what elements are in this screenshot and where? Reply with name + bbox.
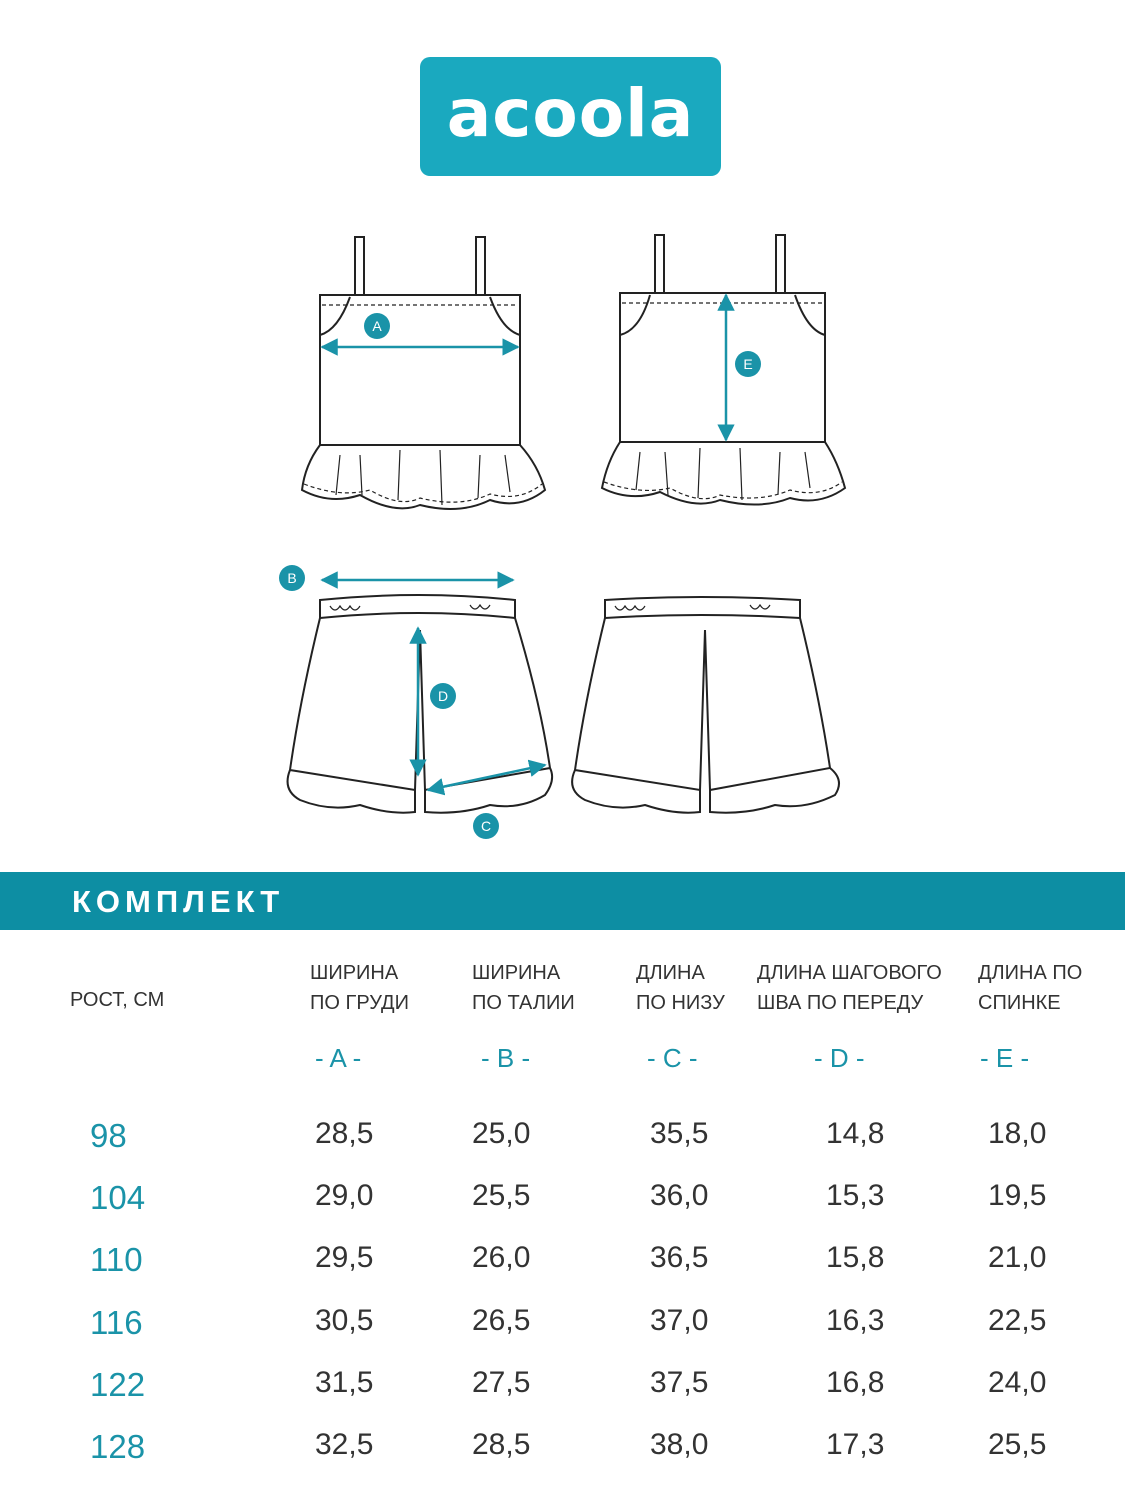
cell-a: 32,5 xyxy=(315,1428,374,1461)
column-code-a: - A - xyxy=(315,1043,362,1073)
cell-e: 21,0 xyxy=(988,1241,1047,1274)
top-back-sketch xyxy=(602,235,845,505)
column-header-line: ДЛИНА xyxy=(636,962,705,984)
cell-d: 16,8 xyxy=(826,1366,885,1399)
cell-e: 25,5 xyxy=(988,1428,1047,1461)
cell-c: 35,5 xyxy=(650,1117,709,1150)
svg-text:D: D xyxy=(437,688,449,704)
cell-c: 36,5 xyxy=(650,1241,709,1274)
column-header-line: ШВА ПО ПЕРЕДУ xyxy=(757,992,924,1014)
cell-b: 25,0 xyxy=(472,1117,531,1150)
column-header-line: ДЛИНА ПО xyxy=(978,962,1083,984)
label-d-badge xyxy=(430,683,456,709)
column-header-e xyxy=(978,958,1082,1018)
cell-b: 25,5 xyxy=(472,1179,531,1212)
row-height: 98 xyxy=(90,1117,127,1154)
svg-text:C: C xyxy=(480,818,492,834)
svg-text:E: E xyxy=(743,356,753,372)
cell-e: 18,0 xyxy=(988,1117,1047,1150)
cell-c: 36,0 xyxy=(650,1179,709,1212)
column-header-line: СПИНКЕ xyxy=(978,992,1061,1014)
column-header-line: ПО ГРУДИ xyxy=(310,992,409,1014)
row-height: 104 xyxy=(90,1179,146,1216)
height-column-header xyxy=(70,985,164,1015)
cell-a: 29,0 xyxy=(315,1179,374,1212)
height-header-label: РОСТ, СМ xyxy=(70,989,165,1011)
cell-d: 17,3 xyxy=(826,1428,885,1461)
column-header-line: ПО НИЗУ xyxy=(636,992,725,1014)
column-header-line: ПО ТАЛИИ xyxy=(472,992,575,1014)
label-e-badge xyxy=(735,351,761,377)
svg-text:A: A xyxy=(372,318,382,334)
top-front-sketch xyxy=(302,237,545,509)
cell-a: 30,5 xyxy=(315,1304,374,1337)
column-header-line: ДЛИНА ШАГОВОГО xyxy=(757,962,942,984)
cell-d: 15,8 xyxy=(826,1241,885,1274)
column-code-b: - B - xyxy=(481,1043,531,1073)
shorts-front-sketch xyxy=(288,595,553,813)
label-c-badge xyxy=(473,813,499,839)
cell-a: 31,5 xyxy=(315,1366,374,1399)
section-title: КОМПЛЕКТ xyxy=(72,884,285,919)
cell-b: 28,5 xyxy=(472,1428,531,1461)
cell-e: 24,0 xyxy=(988,1366,1047,1399)
section-banner xyxy=(0,872,1125,930)
table-row xyxy=(0,1428,1125,1488)
cell-a: 28,5 xyxy=(315,1117,374,1150)
row-height: 110 xyxy=(90,1241,143,1278)
column-code-c: - C - xyxy=(647,1043,698,1073)
column-header-a xyxy=(310,958,409,1018)
row-height: 116 xyxy=(90,1304,143,1341)
brand-logo-text: acoola xyxy=(446,74,695,152)
cell-a: 29,5 xyxy=(315,1241,374,1274)
label-b-badge xyxy=(279,565,305,591)
cell-c: 38,0 xyxy=(650,1428,709,1461)
cell-e: 19,5 xyxy=(988,1179,1047,1212)
column-header-line: ШИРИНА xyxy=(310,962,399,984)
cell-c: 37,5 xyxy=(650,1366,709,1399)
column-header-c xyxy=(636,958,725,1018)
column-code-d: - D - xyxy=(814,1043,865,1073)
table-row xyxy=(0,1366,1125,1426)
row-height: 128 xyxy=(90,1428,146,1465)
cell-d: 16,3 xyxy=(826,1304,885,1337)
cell-c: 37,0 xyxy=(650,1304,709,1337)
label-a-badge xyxy=(364,313,390,339)
table-row xyxy=(0,1117,1125,1177)
table-row xyxy=(0,1304,1125,1364)
cell-d: 15,3 xyxy=(826,1179,885,1212)
column-header-b xyxy=(472,958,575,1018)
cell-b: 26,5 xyxy=(472,1304,531,1337)
column-header-d xyxy=(757,958,942,1018)
row-height: 122 xyxy=(90,1366,146,1403)
column-header-line: ШИРИНА xyxy=(472,962,561,984)
cell-b: 26,0 xyxy=(472,1241,531,1274)
table-row xyxy=(0,1241,1125,1301)
table-row xyxy=(0,1179,1125,1239)
cell-d: 14,8 xyxy=(826,1117,885,1150)
cell-e: 22,5 xyxy=(988,1304,1047,1337)
cell-b: 27,5 xyxy=(472,1366,531,1399)
column-code-e: - E - xyxy=(980,1043,1030,1073)
shorts-back-sketch xyxy=(572,597,839,813)
svg-text:B: B xyxy=(287,570,297,586)
